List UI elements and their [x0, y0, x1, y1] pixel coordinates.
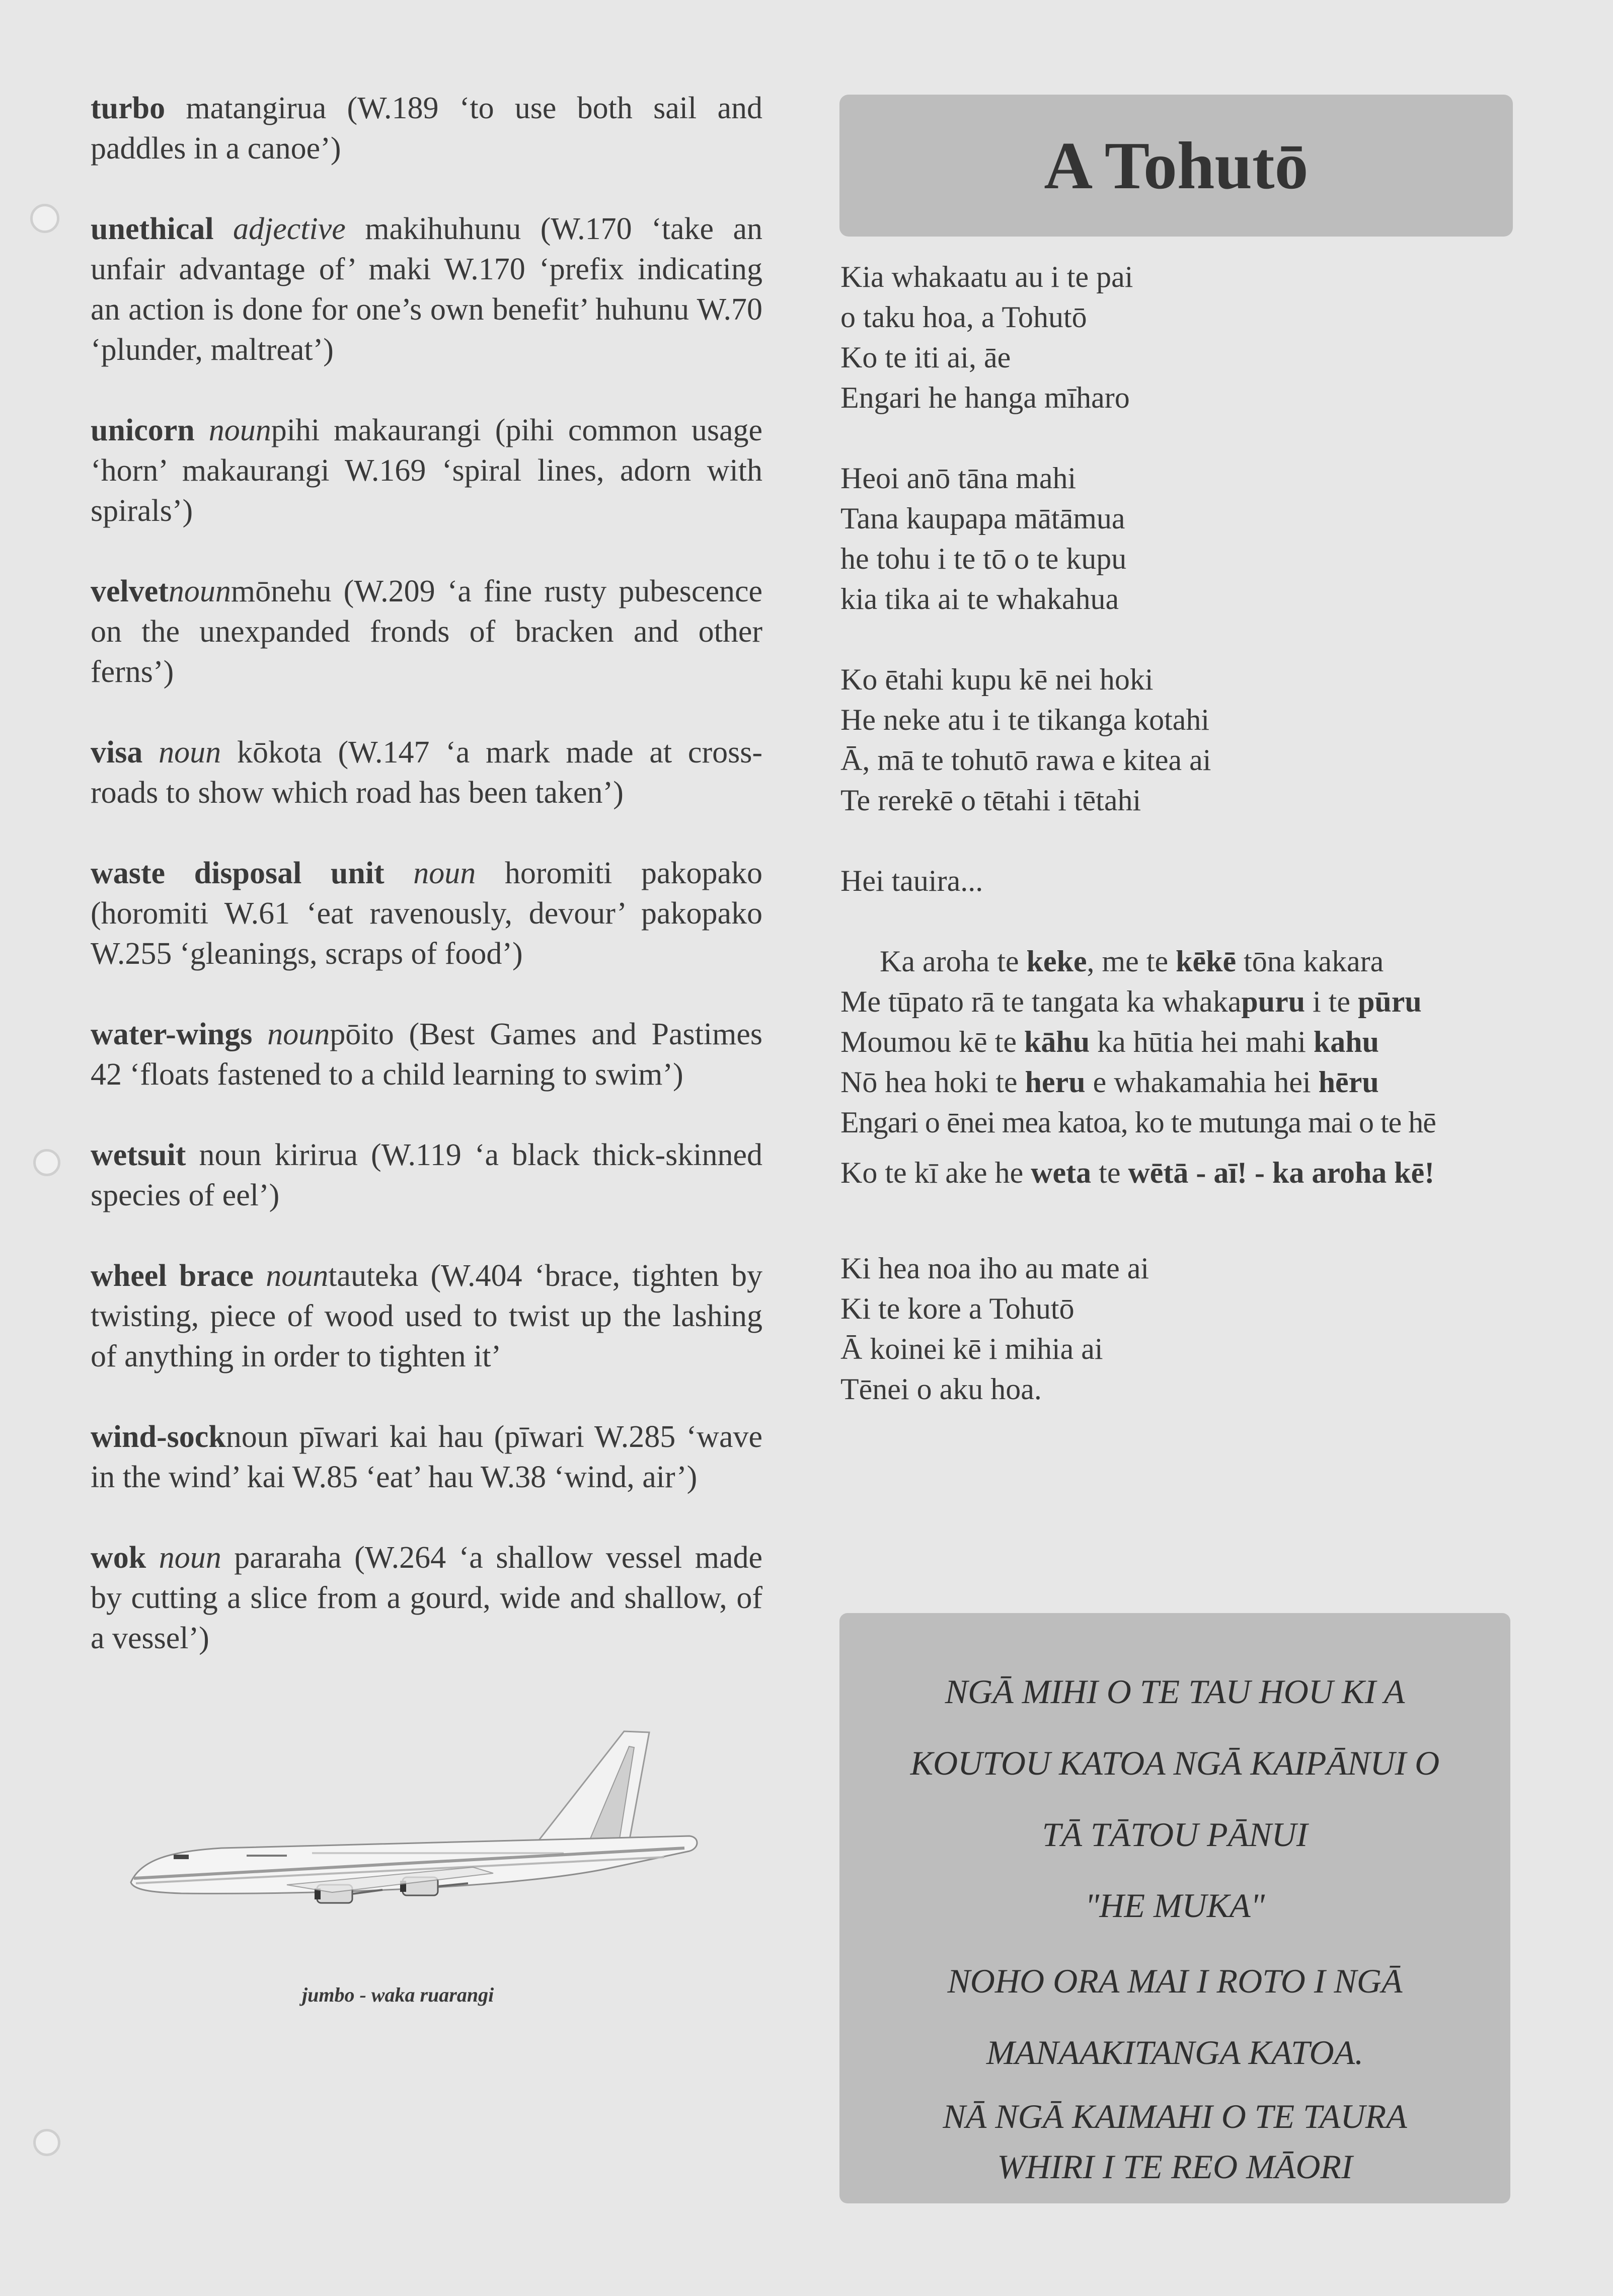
- greeting-line: KOUTOU KATOA NGĀ KAIPĀNUI O: [910, 1744, 1440, 1782]
- poem-stanza: [840, 257, 1515, 418]
- poem-line: Tana kaupapa mātāmua: [840, 502, 1125, 535]
- poem-line: Ki hea noa iho au mate ai: [840, 1252, 1149, 1285]
- jumbo-jet-illustration: [121, 1716, 705, 1933]
- glossary-column: [91, 88, 762, 1699]
- poem-line: Engari he hanga mīharo: [840, 381, 1130, 414]
- greeting-block: [839, 1656, 1510, 1870]
- greeting-line: TĀ TĀTOU PĀNUI: [1042, 1815, 1308, 1854]
- illustration-caption: jumbo - waka ruarangi: [302, 1983, 494, 2006]
- glossary-entry: wetsuit noun kirirua (W.119 ‘a black thick-skinned species of eel’): [91, 1138, 762, 1212]
- greeting-line: WHIRI I TE REO MĀORI: [997, 2148, 1353, 2186]
- glossary-entry: water-wings nounpōito (Best Games and Pastimes 42 ‘floats fastened to a child learning to swim’): [91, 1017, 762, 1092]
- poem-stanza: [840, 1248, 1515, 1409]
- greeting-line: NOHO ORA MAI I ROTO I NGĀ: [947, 1962, 1403, 2000]
- glossary-entry: wind-socknoun pīwari kai hau (pīwari W.285 ‘wave in the wind’ kai W.85 ‘eat’ hau W.38 ‘wind, air’): [91, 1420, 762, 1494]
- poem-line: kia tika ai te whakahua: [840, 582, 1119, 616]
- punch-hole: [33, 1149, 60, 1176]
- greeting-line: "HE MUKA": [1085, 1886, 1265, 1925]
- greeting-block: [839, 1945, 1510, 2088]
- poem-line: Me tūpato rā te tangata ka whakapuru i te pūru: [840, 985, 1422, 1018]
- glossary-entry: wok noun pararaha (W.264 ‘a shallow vessel made by cutting a slice from a gourd, wide and shallow, of a vessel’): [91, 1541, 762, 1655]
- glossary-entry: unicorn nounpihi makaurangi (pihi common usage ‘horn’ makaurangi W.169 ‘spiral lines, adorn with spirals’): [91, 413, 763, 528]
- poem-line: Engari o ēnei mea katoa, ko te mutunga mai o te hē: [840, 1106, 1436, 1139]
- greeting-block: [839, 2091, 1510, 2192]
- punch-hole: [30, 204, 59, 233]
- poem-line: Ko ētahi kupu kē nei hoki: [840, 663, 1154, 696]
- poem-line: Ka aroha te keke, me te kēkē tōna kakara: [880, 945, 1384, 978]
- poem-line: Ā, mā te tohutō rawa e kitea ai: [840, 743, 1211, 777]
- poem-stanza: [840, 659, 1515, 820]
- poem-closing-line: Ko te kī ake he weta te wētā - aī! - ka aroha kē!: [840, 1156, 1435, 1189]
- poem-line: Ā koinei kē i mihia ai: [840, 1332, 1103, 1365]
- poem-line: Heoi anō tāna mahi: [840, 462, 1077, 495]
- poem-line: Moumou kē te kāhu ka hūtia hei mahi kahu: [840, 1025, 1379, 1058]
- poem-line: Ko te iti ai, āe: [840, 341, 1011, 374]
- poem-stanza: [840, 458, 1515, 619]
- poem-line: Te rerekē o tētahi i tētahi: [840, 784, 1141, 817]
- poem-line: Nō hea hoki te heru e whakamahia hei hēru: [840, 1065, 1379, 1099]
- poem-example: [840, 941, 1515, 1142]
- airplane-icon: [121, 1716, 705, 1933]
- new-year-greeting-box: [839, 1613, 1510, 2203]
- glossary-entry: wheel brace nountauteka (W.404 ‘brace, tighten by twisting, piece of wood used to twist up the lashing of anything in order to tighten it’: [91, 1259, 762, 1373]
- greeting-line: NGĀ MIHI O TE TAU HOU KI A: [945, 1672, 1405, 1711]
- poem-line: Hei tauira...: [840, 864, 983, 897]
- glossary-entry: turbo matangirua (W.189 ‘to use both sail and paddles in a canoe’): [91, 91, 762, 166]
- poem-title-box: [839, 95, 1513, 237]
- glossary-entry: unethical adjective makihuhunu (W.170 ‘take an unfair advantage of’ maki W.170 ‘prefix indicating an action is done for one’s own benefit’ huhunu W.70 ‘plunder, maltreat’): [91, 212, 762, 367]
- greeting-line: MANAAKITANGA KATOA.: [986, 2033, 1364, 2072]
- glossary-entry: velvetnounmōnehu (W.209 ‘a fine rusty pubescence on the unexpanded fronds of bracken and other ferns’): [91, 574, 762, 689]
- poem-intro: [840, 861, 1515, 901]
- poem-line: He neke atu i te tikanga kotahi: [840, 703, 1210, 736]
- poem-line: he tohu i te tō o te kupu: [840, 542, 1127, 575]
- poem-line: o taku hoa, a Tohutō: [840, 300, 1087, 334]
- poem-line: Ki te kore a Tohutō: [840, 1292, 1074, 1325]
- greeting-block: [839, 1870, 1510, 1941]
- poem-line: Tēnei o aku hoa.: [840, 1372, 1042, 1406]
- greeting-line: NĀ NGĀ KAIMAHI O TE TAURA: [943, 2097, 1407, 2135]
- glossary-entry: visa noun kōkota (W.147 ‘a mark made at cross-roads to show which road has been taken’): [91, 735, 762, 810]
- punch-hole: [33, 2129, 60, 2156]
- poem-line: Kia whakaatu au i te pai: [840, 260, 1133, 293]
- poem-body: [840, 257, 1515, 1449]
- glossary-entry: waste disposal unit noun horomiti pakopako (horomiti W.61 ‘eat ravenously, devour’ pakopako W.255 ‘gleanings, scraps of food’): [91, 856, 763, 971]
- poem-title: A Tohutō: [1044, 128, 1309, 203]
